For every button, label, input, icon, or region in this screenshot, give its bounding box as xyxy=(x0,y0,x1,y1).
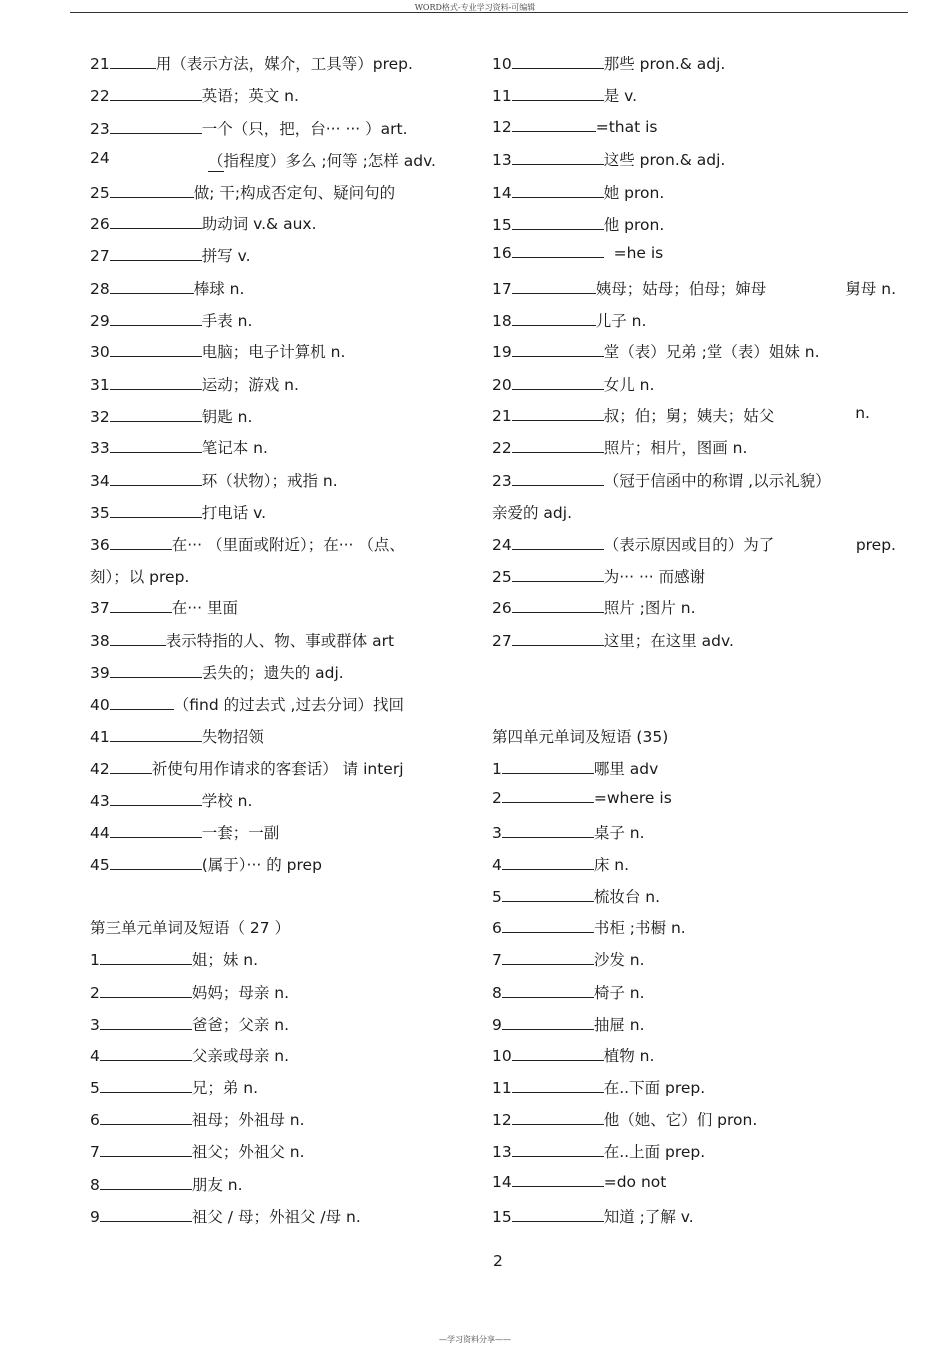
vocab-row xyxy=(492,855,902,875)
item-definition: 床 n. xyxy=(593,856,630,874)
vocab-row xyxy=(492,950,902,970)
vocab-row xyxy=(492,887,902,907)
vocab-row xyxy=(90,1207,460,1227)
item-definition-tail: n. xyxy=(855,404,870,422)
item-number: 41 xyxy=(90,728,110,746)
answer-blank xyxy=(502,789,594,803)
vocab-row xyxy=(90,214,460,234)
item-number: 2 xyxy=(90,984,100,1002)
item-number: 36 xyxy=(90,536,110,554)
item-definition: 椅子 n. xyxy=(593,984,645,1002)
vocab-row xyxy=(492,406,902,426)
item-definition: =where is xyxy=(593,789,672,807)
item-number: 45 xyxy=(90,856,110,874)
item-definition: 在··· 里面 xyxy=(171,599,238,617)
item-definition: =that is xyxy=(595,118,658,136)
answer-blank xyxy=(110,792,202,806)
answer-blank xyxy=(100,984,192,998)
item-definition: 一个（只，把，台··· ··· ）art. xyxy=(201,120,408,138)
vocab-row xyxy=(90,983,460,1003)
item-number: 18 xyxy=(492,312,512,330)
item-definition: 植物 n. xyxy=(603,1047,655,1065)
item-definition: 那些 pron.& adj. xyxy=(603,55,726,73)
vocab-row xyxy=(492,1110,902,1130)
vocab-row xyxy=(90,119,460,139)
item-number: 8 xyxy=(90,1176,100,1194)
item-definition: 丢失的；遗失的 adj. xyxy=(201,664,344,682)
vocab-row xyxy=(492,342,902,362)
answer-blank xyxy=(502,1016,594,1030)
item-definition-tail: 舅母 n. xyxy=(845,280,896,298)
item-definition: 打电话 v. xyxy=(201,504,267,522)
item-number: 26 xyxy=(90,215,110,233)
item-number: 39 xyxy=(90,664,110,682)
vocab-row xyxy=(492,279,902,299)
vocab-row xyxy=(90,759,460,779)
answer-blank xyxy=(110,120,202,134)
unit4-section-title: 第四单元单词及短语 (35) xyxy=(492,728,669,746)
item-number: 5 xyxy=(90,1079,100,1097)
vocab-row xyxy=(90,1046,460,1066)
item-number: 28 xyxy=(90,280,110,298)
item-number: 14 xyxy=(492,184,512,202)
answer-blank xyxy=(110,856,202,870)
vocab-row xyxy=(90,1078,460,1098)
item-definition: 刻）；以 prep. xyxy=(90,568,190,586)
item-definition: 沙发 n. xyxy=(593,951,645,969)
vocab-row xyxy=(492,1078,902,1098)
answer-blank xyxy=(110,215,202,229)
vocab-row xyxy=(492,1172,902,1192)
item-definition: 兄；弟 n. xyxy=(191,1079,259,1097)
vocab-row xyxy=(492,54,902,74)
item-definition: 书柜 ;书橱 n. xyxy=(593,919,686,937)
answer-blank xyxy=(110,439,202,453)
vocab-row xyxy=(492,631,902,651)
answer-blank xyxy=(512,151,604,165)
answer-blank xyxy=(512,1173,604,1187)
item-definition: 电脑；电子计算机 n. xyxy=(201,343,346,361)
vocab-row xyxy=(492,535,902,555)
answer-blank xyxy=(512,1208,604,1222)
answer-blank xyxy=(512,632,604,646)
item-number: 13 xyxy=(492,1143,512,1161)
answer-blank xyxy=(512,407,604,421)
item-definition: 表示特指的人、物、事或群体 art xyxy=(165,632,395,650)
vocab-row xyxy=(90,727,460,747)
item-number: 26 xyxy=(492,599,512,617)
item-definition: 这里；在这里 adv. xyxy=(603,632,734,650)
item-definition: 在··· （里面或附近）；在··· （点、 xyxy=(171,536,405,554)
item-number: 23 xyxy=(492,472,512,490)
item-definition: 女儿 n. xyxy=(603,376,655,394)
vocab-row xyxy=(90,279,460,299)
item-number: 1 xyxy=(90,951,100,969)
vocab-row xyxy=(492,567,902,587)
vocab-row xyxy=(492,215,902,235)
page-header: WORD格式-专业学习资料-可编辑 xyxy=(414,3,536,12)
answer-blank xyxy=(512,216,604,230)
item-definition: 祈使句用作请求的客套话） 请 interj xyxy=(151,760,404,778)
vocab-row xyxy=(90,1110,460,1130)
item-number: 7 xyxy=(90,1143,100,1161)
answer-blank xyxy=(512,118,596,132)
vocab-row xyxy=(492,1046,902,1066)
item-number: 2 xyxy=(492,789,502,807)
item-definition: 一套；一副 xyxy=(201,824,280,842)
answer-blank xyxy=(110,376,202,390)
item-definition: 是 v. xyxy=(603,87,638,105)
item-definition: 做; 干;构成否定句、疑问句的 xyxy=(193,184,396,202)
header-rule xyxy=(70,12,908,13)
item-definition: 拼写 v. xyxy=(201,247,251,265)
item-definition: 助动词 v.& aux. xyxy=(201,215,317,233)
item-definition: 学校 n. xyxy=(201,792,253,810)
item-definition: 运动；游戏 n. xyxy=(201,376,299,394)
item-definition: 失物招领 xyxy=(201,728,264,746)
item-number: 16 xyxy=(492,244,512,262)
item-number: 27 xyxy=(492,632,512,650)
answer-blank xyxy=(110,664,202,678)
item-definition: 叔；伯；舅；姨夫；姑父 xyxy=(603,407,775,425)
vocab-row xyxy=(492,311,902,331)
answer-blank xyxy=(110,87,202,101)
item-definition: 姨母；姑母；伯母；婶母 xyxy=(595,280,767,298)
item-definition: 他 pron. xyxy=(603,216,665,234)
item-number: 32 xyxy=(90,408,110,426)
item-definition: 亲爱的 adj. xyxy=(492,504,572,522)
item-number: 4 xyxy=(90,1047,100,1065)
answer-blank xyxy=(110,280,194,294)
item-number: 9 xyxy=(90,1208,100,1226)
vocab-row xyxy=(492,438,902,458)
vocab-row xyxy=(492,759,902,779)
vocab-row xyxy=(90,311,460,331)
vocab-row xyxy=(492,918,902,938)
vocab-row xyxy=(492,788,902,808)
item-number: 11 xyxy=(492,87,512,105)
item-number: 17 xyxy=(492,280,512,298)
item-definition: 笔记本 n. xyxy=(201,439,268,457)
item-number: 30 xyxy=(90,343,110,361)
item-number: 10 xyxy=(492,55,512,73)
item-number: 9 xyxy=(492,1016,502,1034)
answer-blank xyxy=(502,919,594,933)
item-definition: 姐；妹 n. xyxy=(191,951,259,969)
item-number: 34 xyxy=(90,472,110,490)
vocab-row xyxy=(90,1175,460,1195)
vocab-row xyxy=(90,86,460,106)
answer-blank xyxy=(110,184,194,198)
vocab-row xyxy=(492,375,902,395)
item-number: 6 xyxy=(90,1111,100,1129)
item-number: 24 xyxy=(492,536,512,554)
vocab-row xyxy=(492,1142,902,1162)
item-number: 43 xyxy=(90,792,110,810)
vocab-row xyxy=(492,117,902,137)
answer-blank xyxy=(512,376,604,390)
vocab-row xyxy=(90,407,460,427)
item-number: 10 xyxy=(492,1047,512,1065)
item-number: 12 xyxy=(492,118,512,136)
item-number: 27 xyxy=(90,247,110,265)
item-number: 24 xyxy=(90,149,110,167)
item-definition: 祖母；外祖母 n. xyxy=(191,1111,305,1129)
answer-blank xyxy=(502,984,594,998)
item-definition: 照片；相片，图画 n. xyxy=(603,439,748,457)
item-number: 38 xyxy=(90,632,110,650)
item-definition: （冠于信函中的称谓 ,以示礼貌） xyxy=(603,472,831,490)
item-definition: 环（状物）；戒指 n. xyxy=(201,472,338,490)
answer-blank xyxy=(100,1016,192,1030)
answer-blank xyxy=(512,1047,604,1061)
item-number: 5 xyxy=(492,888,502,906)
item-definition: 为··· ··· 而感谢 xyxy=(603,568,706,586)
item-number: 13 xyxy=(492,151,512,169)
item-definition: （指程度）多么 ;何等 ;怎样 adv. xyxy=(208,152,436,170)
item-number: 40 xyxy=(90,696,110,714)
item-number: 7 xyxy=(492,951,502,969)
item-definition: 钥匙 n. xyxy=(201,408,253,426)
answer-blank xyxy=(110,536,172,550)
item-number: 1 xyxy=(492,760,502,778)
item-definition: （表示原因或目的）为了 xyxy=(603,536,775,554)
unit3-section-title: 第三单元单词及短语（ 27 ） xyxy=(90,919,291,937)
vocab-row xyxy=(90,1142,460,1162)
item-definition: 用（表示方法，媒介，工具等）prep. xyxy=(155,55,413,73)
answer-blank xyxy=(502,760,594,774)
item-number: 3 xyxy=(90,1016,100,1034)
item-definition: 桌子 n. xyxy=(593,824,645,842)
vocab-row-continued xyxy=(90,567,460,587)
answer-blank xyxy=(110,472,202,486)
item-number: 35 xyxy=(90,504,110,522)
vocab-row xyxy=(90,246,460,266)
item-number: 44 xyxy=(90,824,110,842)
item-number: 37 xyxy=(90,599,110,617)
answer-blank xyxy=(100,1047,192,1061)
answer-blank xyxy=(512,87,604,101)
answer-blank xyxy=(502,951,594,965)
item-number: 25 xyxy=(492,568,512,586)
item-number: 22 xyxy=(90,87,110,105)
vocab-row xyxy=(492,1015,902,1035)
item-definition: （find 的过去式 ,过去分词）找回 xyxy=(173,696,404,714)
item-definition: 她 pron. xyxy=(603,184,665,202)
answer-blank xyxy=(512,439,604,453)
vocab-row xyxy=(90,695,460,715)
vocab-row xyxy=(492,86,902,106)
answer-blank xyxy=(512,55,604,69)
item-number: 3 xyxy=(492,824,502,842)
item-definition: 儿子 n. xyxy=(595,312,647,330)
answer-blank xyxy=(110,599,172,613)
item-definition: (属于）··· 的 prep xyxy=(201,856,322,874)
vocab-row xyxy=(90,535,460,555)
item-number: 33 xyxy=(90,439,110,457)
answer-blank xyxy=(512,1111,604,1125)
answer-blank xyxy=(100,1079,192,1093)
item-number: 42 xyxy=(90,760,110,778)
item-definition: 照片 ;图片 n. xyxy=(603,599,696,617)
answer-blank xyxy=(110,760,152,774)
answer-blank xyxy=(100,1176,192,1190)
vocab-row xyxy=(90,791,460,811)
item-definition: 在..下面 prep. xyxy=(603,1079,706,1097)
item-number: 8 xyxy=(492,984,502,1002)
item-number: 19 xyxy=(492,343,512,361)
answer-blank xyxy=(512,536,604,550)
answer-blank xyxy=(100,1143,192,1157)
vocab-row xyxy=(90,950,460,970)
item-definition: 棒球 n. xyxy=(193,280,245,298)
page-number: 2 xyxy=(493,1252,503,1270)
item-definition: 妈妈；母亲 n. xyxy=(191,984,290,1002)
item-definition: 抽屉 n. xyxy=(593,1016,645,1034)
vocab-row xyxy=(90,342,460,362)
answer-blank xyxy=(100,951,192,965)
answer-blank xyxy=(512,343,604,357)
item-number: 15 xyxy=(492,1208,512,1226)
item-definition: 这些 pron.& adj. xyxy=(603,151,726,169)
item-number: 20 xyxy=(492,376,512,394)
item-number: 31 xyxy=(90,376,110,394)
vocab-row xyxy=(90,631,460,651)
vocab-row xyxy=(90,54,460,74)
answer-blank xyxy=(110,632,166,646)
vocab-row xyxy=(90,151,460,181)
answer-blank xyxy=(512,312,596,326)
item-definition: 哪里 adv xyxy=(593,760,659,778)
answer-blank xyxy=(100,1208,192,1222)
item-definition: 手表 n. xyxy=(201,312,253,330)
answer-blank xyxy=(110,55,156,69)
item-number: 21 xyxy=(492,407,512,425)
item-definition: =do not xyxy=(603,1173,667,1191)
answer-blank xyxy=(110,824,202,838)
vocab-row xyxy=(90,823,460,843)
item-definition-tail: prep. xyxy=(855,536,896,554)
item-number: 11 xyxy=(492,1079,512,1097)
vocab-row xyxy=(492,471,902,491)
vocab-row xyxy=(492,1207,902,1227)
vocab-row xyxy=(492,983,902,1003)
item-definition: 爸爸；父亲 n. xyxy=(191,1016,290,1034)
answer-blank xyxy=(110,696,174,710)
answer-blank xyxy=(110,728,202,742)
answer-blank xyxy=(110,312,202,326)
vocab-row xyxy=(492,243,902,263)
answer-blank xyxy=(512,472,604,486)
item-definition: 知道 ;了解 v. xyxy=(603,1208,694,1226)
answer-blank xyxy=(208,171,224,172)
item-number: 4 xyxy=(492,856,502,874)
vocab-row xyxy=(90,375,460,395)
item-number: 23 xyxy=(90,120,110,138)
vocab-row xyxy=(492,150,902,170)
item-number: 12 xyxy=(492,1111,512,1129)
answer-blank xyxy=(110,408,202,422)
vocab-row xyxy=(90,663,460,683)
vocab-row xyxy=(492,823,902,843)
vocab-row xyxy=(90,503,460,523)
answer-blank xyxy=(502,888,594,902)
answer-blank xyxy=(110,247,202,261)
item-definition: 父亲或母亲 n. xyxy=(191,1047,290,1065)
vocab-row xyxy=(492,183,902,203)
item-number: 25 xyxy=(90,184,110,202)
answer-blank xyxy=(512,184,604,198)
answer-blank xyxy=(512,1079,604,1093)
item-definition: 祖父；外祖父 n. xyxy=(191,1143,305,1161)
vocab-row xyxy=(90,471,460,491)
vocab-row xyxy=(90,183,460,203)
item-definition: 祖父 / 母；外祖父 /母 n. xyxy=(191,1208,361,1226)
page-footer: —学习资料分享—— xyxy=(439,1335,511,1344)
item-definition: 他（她、它）们 pron. xyxy=(603,1111,758,1129)
item-definition: =he is xyxy=(603,244,664,262)
vocab-row xyxy=(90,1015,460,1035)
vocab-row xyxy=(90,598,460,618)
item-number: 6 xyxy=(492,919,502,937)
item-definition: 英语；英文 n. xyxy=(201,87,299,105)
answer-blank xyxy=(502,824,594,838)
item-number: 21 xyxy=(90,55,110,73)
answer-blank xyxy=(512,568,604,582)
item-number: 15 xyxy=(492,216,512,234)
answer-blank xyxy=(110,343,202,357)
answer-blank xyxy=(512,244,604,258)
vocab-row-continued xyxy=(492,503,902,523)
item-definition: 梳妆台 n. xyxy=(593,888,661,906)
answer-blank xyxy=(110,504,202,518)
item-definition: 朋友 n. xyxy=(191,1176,243,1194)
item-number: 14 xyxy=(492,1173,512,1191)
answer-blank xyxy=(512,1143,604,1157)
item-number: 29 xyxy=(90,312,110,330)
answer-blank xyxy=(512,599,604,613)
item-definition: 堂（表）兄弟 ;堂（表）姐妹 n. xyxy=(603,343,820,361)
vocab-row xyxy=(492,598,902,618)
vocab-row xyxy=(90,438,460,458)
answer-blank xyxy=(100,1111,192,1125)
item-definition: 在..上面 prep. xyxy=(603,1143,706,1161)
answer-blank xyxy=(502,856,594,870)
vocab-row xyxy=(90,855,460,875)
answer-blank xyxy=(512,280,596,294)
item-number: 22 xyxy=(492,439,512,457)
